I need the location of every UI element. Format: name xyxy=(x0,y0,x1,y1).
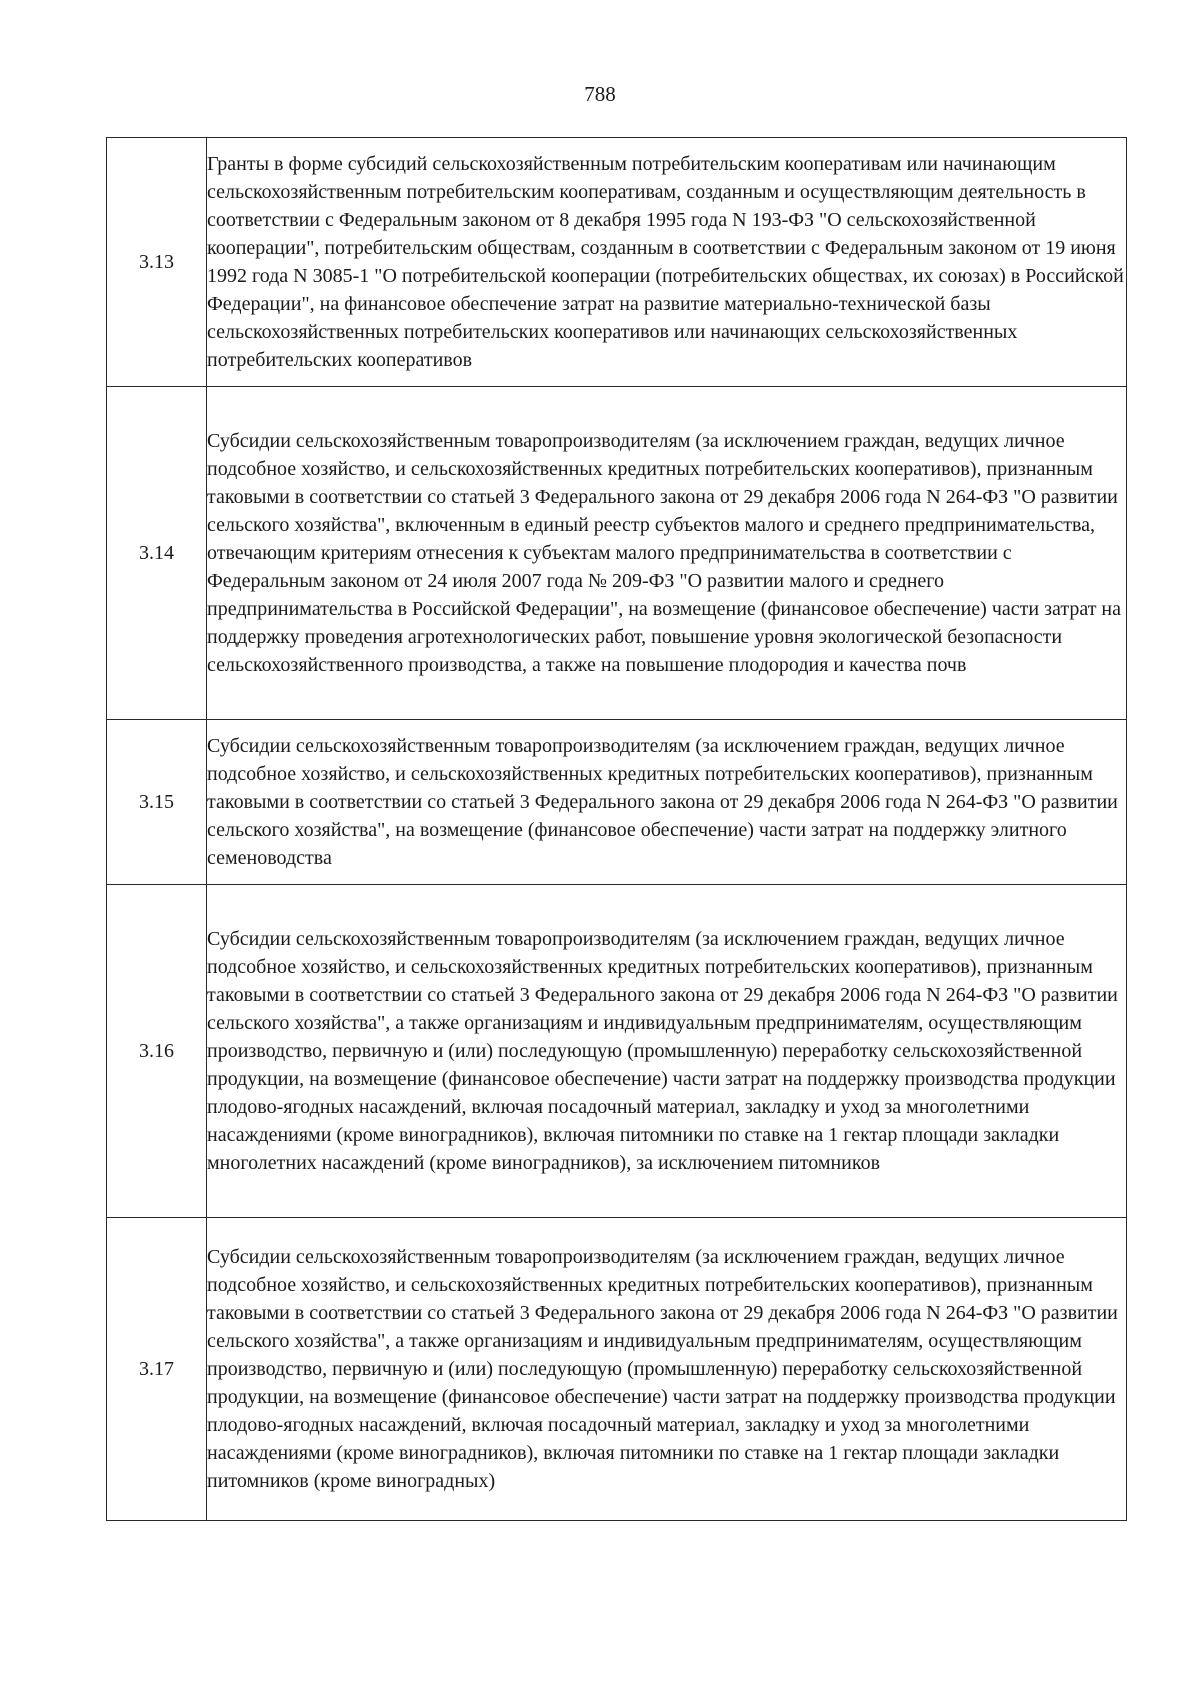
row-description: Гранты в форме субсидий сельскохозяйственным потребительским кооперативам или начинающим сельскохозяйственным потребительским кооперативам, созданным и осуществляющим деятельность в соответствии с Федеральным законом от 8 декабря 1995 года N 193-ФЗ "О сельскохозяйственной кооперации", потребительским обществам, созданным в соответствии с Федеральным законом от 19 июня 1992 года N 3085-1 "О потребительской кооперации (потребительских обществах, их союзах) в Российской Федерации", на финансовое обеспечение затрат на развитие материально-технической базы сельскохозяйственных потребительских кооперативов или начинающих сельскохозяйственных потребительских кооперативов xyxy=(207,138,1127,387)
row-number: 3.17 xyxy=(107,1218,207,1521)
row-description: Субсидии сельскохозяйственным товаропроизводителям (за исключением граждан, ведущих личное подсобное хозяйство, и сельскохозяйственных кредитных потребительских кооперативов), признанным таковыми в соответствии со статьей 3 Федерального закона от 29 декабря 2006 года N 264-ФЗ "О развитии сельского хозяйства", а также организациям и индивидуальным предпринимателям, осуществляющим производство, первичную и (или) последующую (промышленную) переработку сельскохозяйственной продукции, на возмещение (финансовое обеспечение) части затрат на поддержку производства продукции плодово-ягодных насаждений, включая посадочный материал, закладку и уход за многолетними насаждениями (кроме виноградников), включая питомники по ставке на 1 гектар площади закладки многолетних насаждений (кроме виноградников), за исключением питомников xyxy=(207,885,1127,1218)
table-row xyxy=(107,138,1127,387)
page-number: 788 xyxy=(584,82,616,106)
subsidy-table xyxy=(106,137,1127,1521)
row-number: 3.16 xyxy=(107,885,207,1218)
row-number: 3.14 xyxy=(107,387,207,720)
row-description: Субсидии сельскохозяйственным товаропроизводителям (за исключением граждан, ведущих личное подсобное хозяйство, и сельскохозяйственных кредитных потребительских кооперативов), признанным таковыми в соответствии со статьей 3 Федерального закона от 29 декабря 2006 года N 264-ФЗ "О развитии сельского хозяйства", на возмещение (финансовое обеспечение) части затрат на поддержку элитного семеноводства xyxy=(207,720,1127,885)
table-row xyxy=(107,885,1127,1218)
table-row xyxy=(107,720,1127,885)
row-description: Субсидии сельскохозяйственным товаропроизводителям (за исключением граждан, ведущих личное подсобное хозяйство, и сельскохозяйственных кредитных потребительских кооперативов), признанным таковыми в соответствии со статьей 3 Федерального закона от 29 декабря 2006 года N 264-ФЗ "О развитии сельского хозяйства", включенным в единый реестр субъектов малого и среднего предпринимательства, отвечающим критериям отнесения к субъектам малого предпринимательства в соответствии с Федеральным законом от 24 июля 2007 года № 209-ФЗ "О развитии малого и среднего предпринимательства в Российской Федерации", на возмещение (финансовое обеспечение) части затрат на поддержку проведения агротехнологических работ, повышение уровня экологической безопасности сельскохозяйственного производства, а также на повышение плодородия и качества почв xyxy=(207,387,1127,720)
row-description: Субсидии сельскохозяйственным товаропроизводителям (за исключением граждан, ведущих личное подсобное хозяйство, и сельскохозяйственных кредитных потребительских кооперативов), признанным таковыми в соответствии со статьей 3 Федерального закона от 29 декабря 2006 года N 264-ФЗ "О развитии сельского хозяйства", а также организациям и индивидуальным предпринимателям, осуществляющим производство, первичную и (или) последующую (промышленную) переработку сельскохозяйственной продукции, на возмещение (финансовое обеспечение) части затрат на поддержку производства продукции плодово-ягодных насаждений, включая посадочный материал, закладку и уход за многолетними насаждениями (кроме виноградников), включая питомники по ставке на 1 гектар площади закладки питомников (кроме виноградных) xyxy=(207,1218,1127,1521)
table-row xyxy=(107,1218,1127,1521)
row-number: 3.13 xyxy=(107,138,207,387)
table-row xyxy=(107,387,1127,720)
row-number: 3.15 xyxy=(107,720,207,885)
